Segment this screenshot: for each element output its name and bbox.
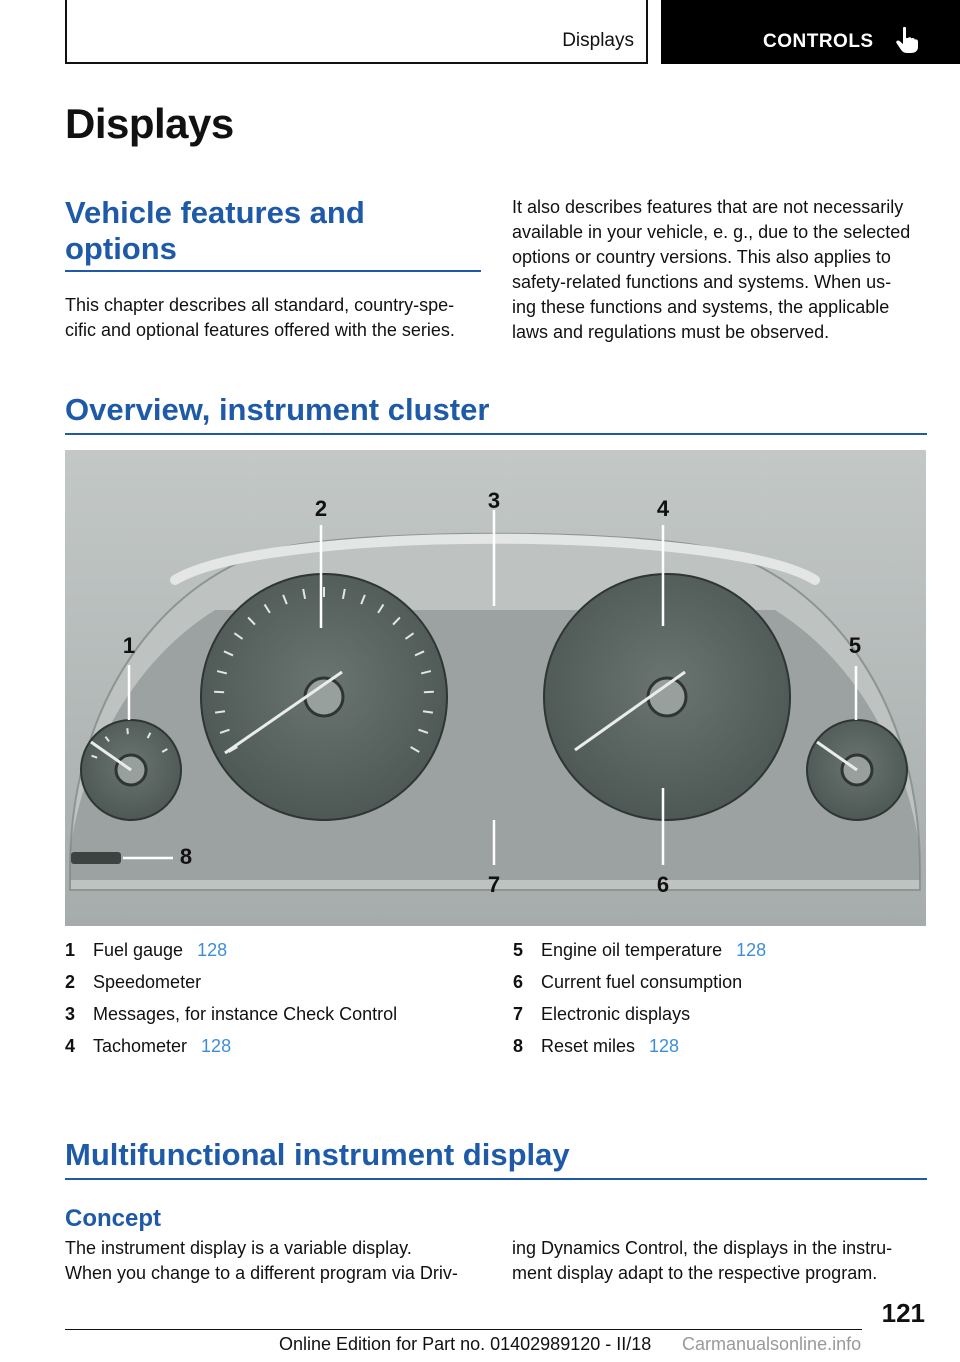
callout-label: 2 (314, 496, 328, 521)
legend-label: Tachometer (93, 1036, 188, 1056)
legend-label: Reset miles (541, 1036, 636, 1056)
page-ref-link[interactable]: 128 (736, 940, 767, 960)
gauge-tick (215, 711, 225, 712)
legend-number: 8 (513, 1036, 524, 1056)
text-line: This chapter describes all standard, country-spe- (65, 295, 455, 315)
legend-label: Electronic displays (541, 1004, 691, 1024)
legend-number: 3 (65, 1004, 76, 1024)
legend-label: Fuel gauge (93, 940, 184, 960)
legend-number: 1 (65, 940, 76, 960)
page-ref-link[interactable]: 128 (201, 1036, 232, 1056)
callout-label: 7 (487, 872, 501, 897)
callout-label: 4 (656, 496, 670, 521)
text-line: When you change to a different program via Driv- (65, 1263, 458, 1283)
text-line: cific and optional features offered with the series. (65, 320, 455, 340)
text-line: safety-related functions and systems. When us- (512, 272, 892, 292)
features-rule (65, 270, 481, 272)
legend-right (513, 934, 766, 1062)
text-line: available in your vehicle, e. g., due to the selected (512, 222, 911, 242)
gauge-tick (127, 728, 128, 734)
legend-item (513, 966, 766, 998)
header-chapter-label: CONTROLS (763, 31, 874, 52)
text-line: options or country versions. This also applies to (512, 247, 891, 267)
features-left-text (65, 293, 485, 343)
overview-heading: Overview, instrument cluster (65, 392, 490, 427)
text-line: laws and regulations must be observed. (512, 322, 830, 342)
text-line: ing Dynamics Control, the displays in the instru- (512, 1238, 893, 1258)
legend-label: Messages, for instance Check Control (93, 1004, 398, 1024)
callout-label: 6 (656, 872, 670, 897)
edition-note: Online Edition for Part no. 01402989120 - II/18 (279, 1334, 652, 1354)
text-line: It also describes features that are not necessarily (512, 197, 904, 217)
legend-item (65, 998, 397, 1030)
watermark: Carmanualsonline.info (682, 1334, 862, 1354)
header-section-tab (65, 0, 648, 64)
multifunctional-rule (65, 1178, 927, 1180)
callout-label: 5 (848, 633, 862, 658)
legend-number: 2 (65, 972, 76, 992)
text-line: ment display adapt to the respective program. (512, 1263, 878, 1283)
concept-right-text (512, 1236, 932, 1286)
header-chapter-tab (661, 0, 960, 64)
overview-rule (65, 433, 927, 435)
page-ref-link[interactable]: 128 (197, 940, 228, 960)
legend-number: 7 (513, 1004, 524, 1024)
page-ref-link[interactable]: 128 (649, 1036, 680, 1056)
header-section-label: Displays (562, 30, 634, 51)
legend-label: Speedometer (93, 972, 202, 992)
legend-number: 5 (513, 940, 524, 960)
legend-left (65, 934, 397, 1062)
page-title: Displays (65, 100, 234, 147)
legend-item (65, 1030, 397, 1062)
legend-item (513, 998, 766, 1030)
page-number: 121 (881, 1298, 925, 1328)
legend-item (65, 934, 397, 966)
multifunctional-heading: Multifunctional instrument display (65, 1137, 570, 1172)
legend-item (65, 966, 397, 998)
callout-label: 8 (179, 844, 193, 869)
legend-number: 6 (513, 972, 524, 992)
legend-number: 4 (65, 1036, 76, 1056)
text-line: The instrument display is a variable display. (65, 1238, 412, 1258)
footer-rule (65, 1329, 862, 1330)
features-heading-line: Vehicle features and (65, 195, 365, 230)
legend-item (513, 934, 766, 966)
instrument-cluster-illustration (65, 450, 926, 926)
pointing-hand-icon (894, 26, 920, 54)
features-right-text (512, 195, 932, 345)
legend-label: Engine oil temperature (541, 940, 723, 960)
concept-left-text (65, 1236, 485, 1286)
legend-item (513, 1030, 766, 1062)
callout-label: 3 (487, 488, 501, 513)
text-line: ing these functions and systems, the applicable (512, 297, 890, 317)
concept-subheading: Concept (65, 1205, 161, 1232)
callout-label: 1 (122, 633, 136, 658)
features-heading-line: options (65, 231, 177, 266)
features-heading (65, 195, 365, 267)
legend-label: Current fuel consumption (541, 972, 743, 992)
gauge-tick (423, 711, 433, 712)
